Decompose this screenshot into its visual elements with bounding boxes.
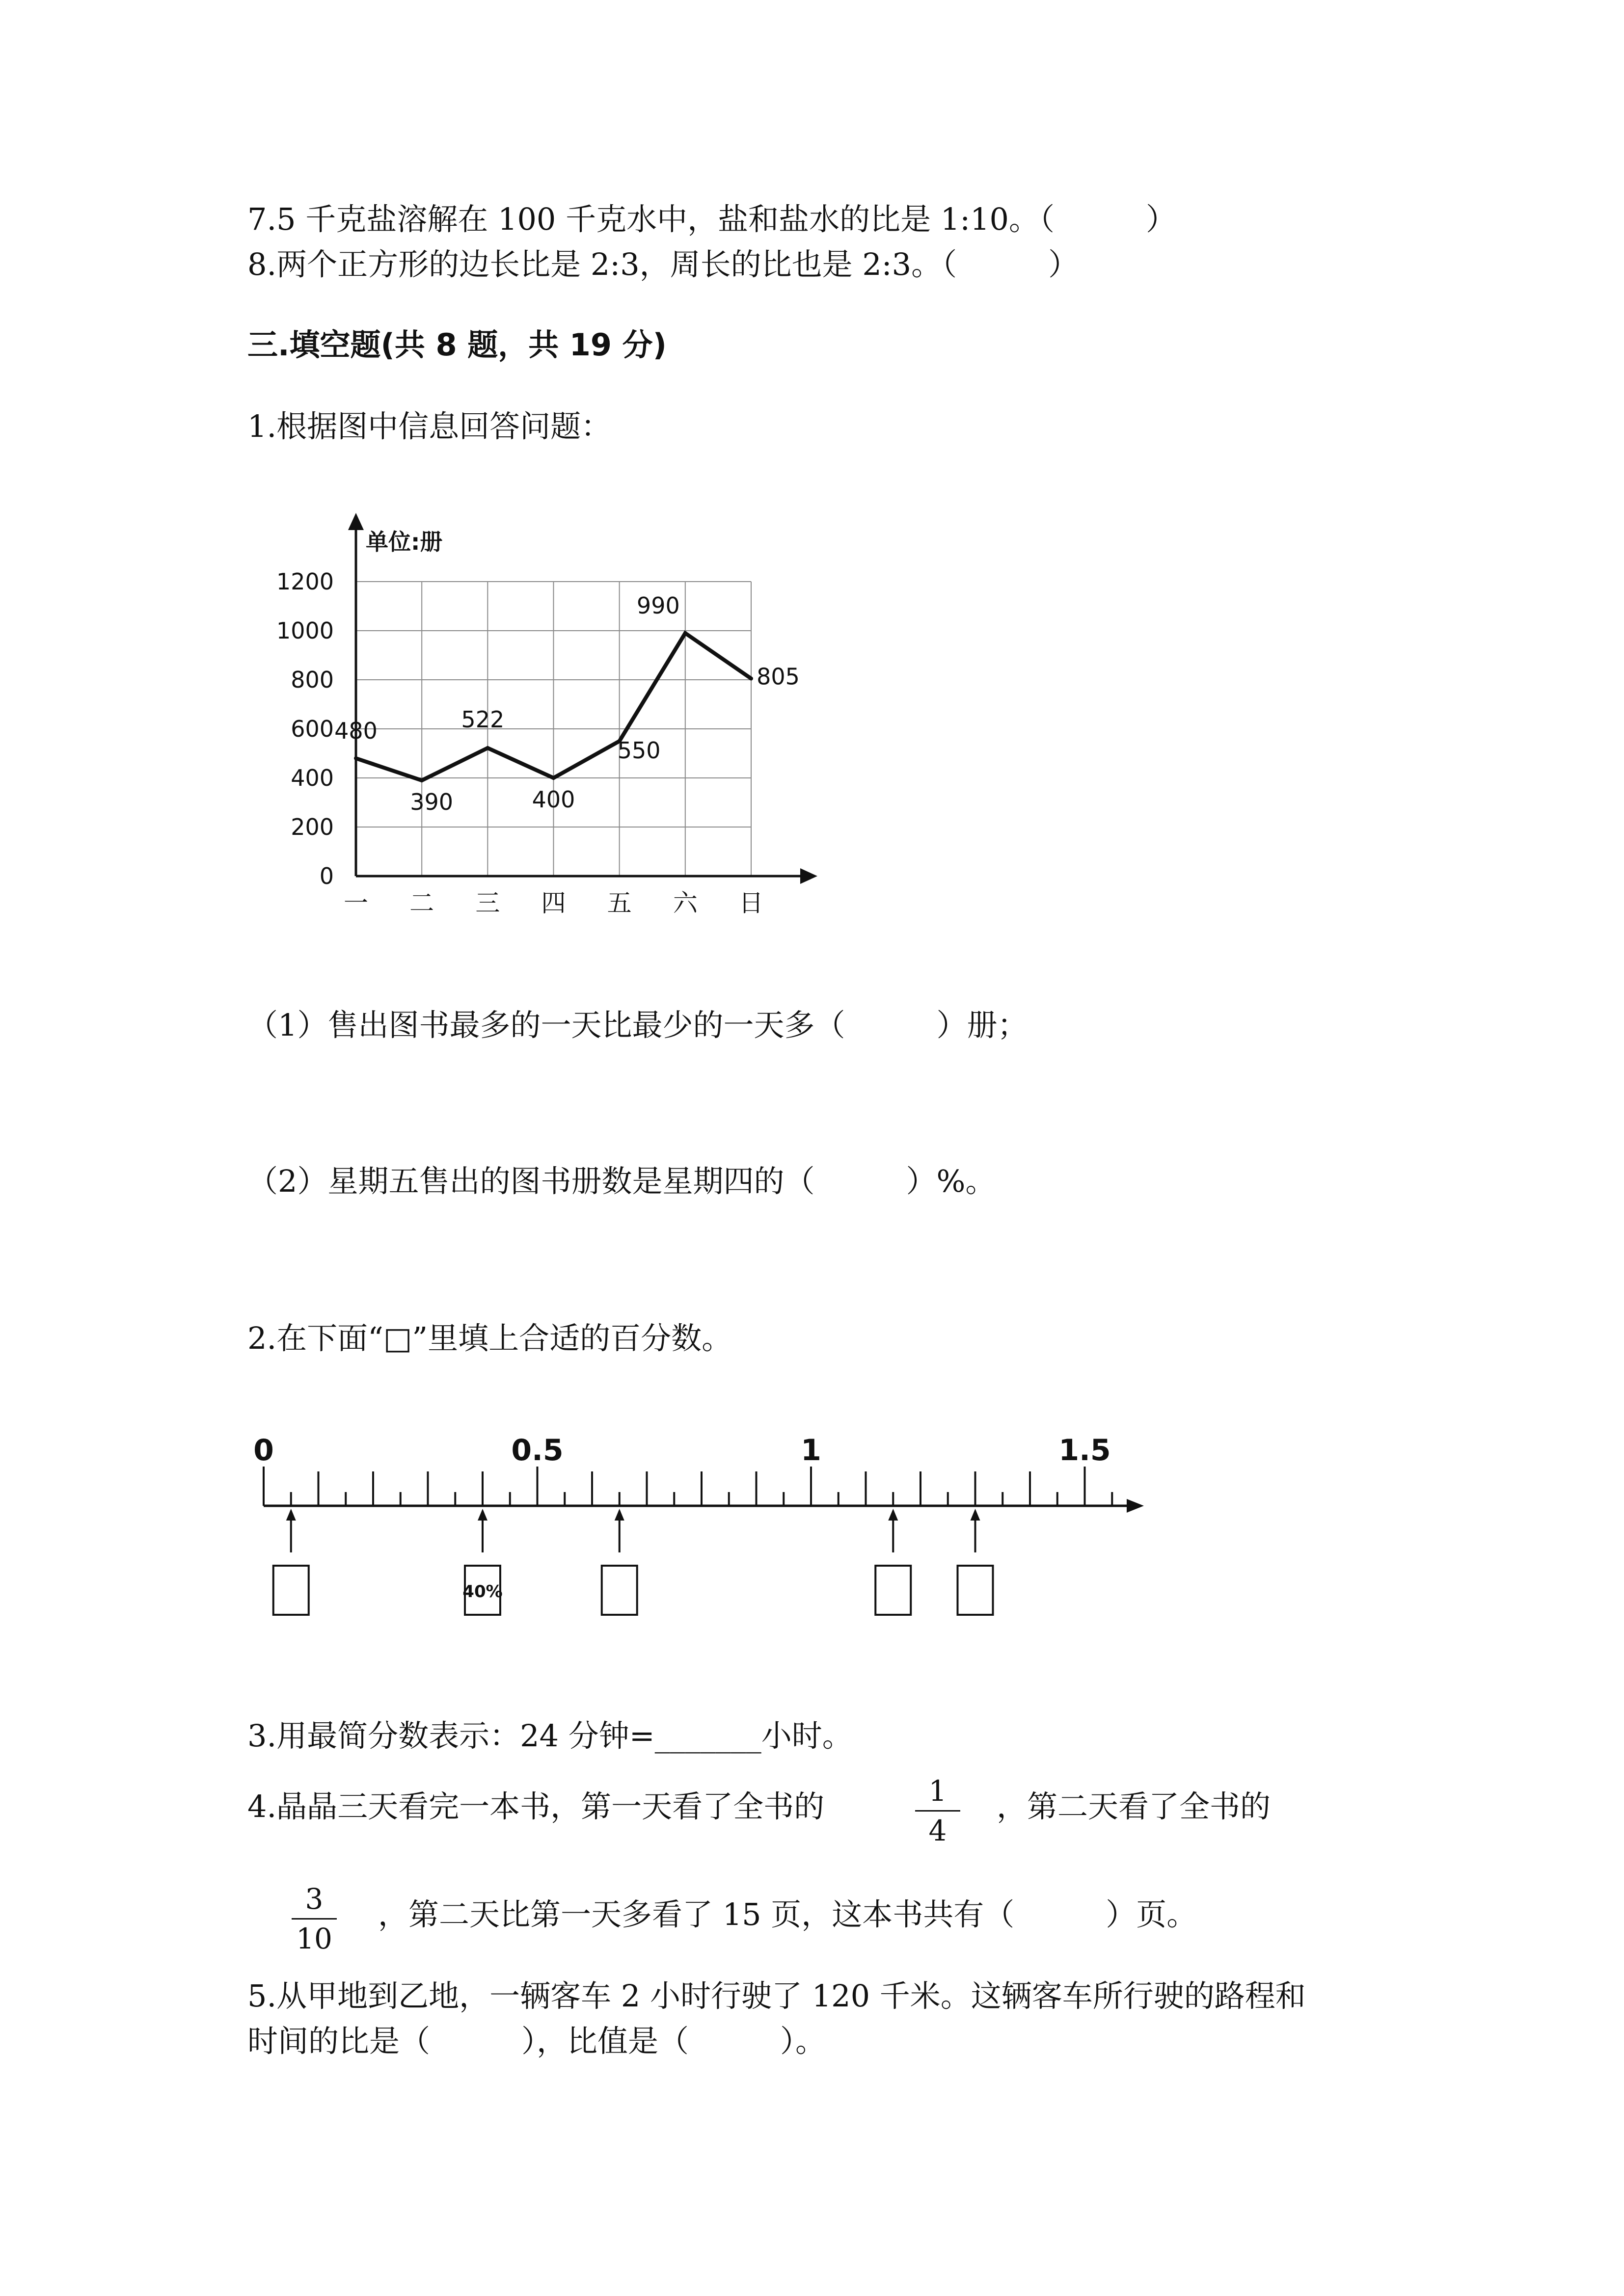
y-tick-label: 200 bbox=[291, 814, 334, 840]
y-tick-label: 1200 bbox=[276, 568, 334, 595]
y-tick-label: 1000 bbox=[276, 617, 334, 644]
x-axis-arrow bbox=[800, 868, 817, 884]
x-tick-label: 二 bbox=[409, 889, 434, 917]
fraction-one-quarter bbox=[908, 1774, 967, 1847]
data-label: 550 bbox=[617, 737, 661, 764]
section-title: 三.填空题(共 8 题，共 19 分) bbox=[247, 327, 667, 363]
number-line-label: 0 bbox=[253, 1433, 274, 1468]
pointer-arrow-head bbox=[615, 1509, 624, 1521]
data-point bbox=[486, 746, 489, 750]
number-line-label: 0.5 bbox=[511, 1433, 564, 1468]
answer-box-value: 40% bbox=[462, 1582, 503, 1602]
y-tick-label: 800 bbox=[291, 667, 334, 693]
x-tick-label: 六 bbox=[673, 889, 698, 917]
number-line bbox=[245, 1423, 1159, 1629]
fraction-numerator: 3 bbox=[305, 1882, 324, 1916]
pointer-arrow-head bbox=[888, 1509, 898, 1521]
fraction-three-tenths bbox=[285, 1882, 344, 1955]
pointer-arrow-head bbox=[971, 1509, 980, 1521]
data-point bbox=[552, 776, 556, 780]
data-point bbox=[420, 778, 424, 782]
question-3: 3.用最简分数表示：24 分钟=_______小时。 bbox=[247, 1718, 853, 1754]
question-4-part-3: ，第二天比第一天多看了 15 页，这本书共有（ ）页。 bbox=[378, 1896, 1197, 1932]
y-tick-label: 400 bbox=[291, 765, 334, 791]
x-tick-label: 四 bbox=[541, 889, 566, 917]
question-7: 7.5 千克盐溶解在 100 千克水中，盐和盐水的比是 1:10。（ ） bbox=[247, 201, 1176, 237]
question-5-line-1: 5.从甲地到乙地，一辆客车 2 小时行驶了 120 千米。这辆客车所行驶的路程和 bbox=[247, 1978, 1306, 2014]
question-2-stem: 2.在下面“□”里填上合适的百分数。 bbox=[247, 1320, 732, 1356]
question-8: 8.两个正方形的边长比是 2:3，周长的比也是 2:3。（ ） bbox=[247, 246, 1079, 282]
data-point bbox=[749, 677, 753, 681]
pointer-arrow-head bbox=[286, 1509, 296, 1521]
number-line-arrowhead bbox=[1127, 1499, 1144, 1513]
fraction-denominator: 10 bbox=[296, 1922, 332, 1955]
answer-box[interactable] bbox=[958, 1566, 993, 1615]
y-tick-label: 600 bbox=[291, 716, 334, 742]
answer-box[interactable] bbox=[273, 1566, 309, 1615]
data-label: 522 bbox=[461, 706, 505, 733]
question-4-part-1: 4.晶晶三天看完一本书，第一天看了全书的 bbox=[247, 1789, 825, 1824]
answer-box[interactable] bbox=[602, 1566, 637, 1615]
pointer-arrow-head bbox=[478, 1509, 487, 1521]
y-tick-label: 0 bbox=[319, 863, 334, 889]
data-label: 805 bbox=[757, 663, 800, 690]
number-line-label: 1.5 bbox=[1058, 1433, 1111, 1468]
x-tick-label: 三 bbox=[475, 889, 500, 917]
fraction-numerator: 1 bbox=[928, 1774, 947, 1808]
data-label: 480 bbox=[334, 718, 378, 744]
fraction-denominator: 4 bbox=[928, 1814, 947, 1847]
data-point bbox=[354, 756, 358, 760]
x-tick-label: 日 bbox=[739, 889, 763, 917]
data-label: 990 bbox=[636, 592, 680, 619]
question-5-line-2: 时间的比是（ ），比值是（ ）。 bbox=[247, 2023, 826, 2059]
question-1-part-1: （1）售出图书最多的一天比最少的一天多（ ）册； bbox=[247, 1007, 1028, 1043]
question-4-part-2: ，第二天看了全书的 bbox=[997, 1789, 1271, 1824]
question-1-part-2: （2）星期五售出的图书册数是星期四的（ ）%。 bbox=[247, 1163, 996, 1199]
answer-box[interactable] bbox=[875, 1566, 911, 1615]
line-chart bbox=[265, 510, 854, 933]
unit-label: 单位:册 bbox=[366, 529, 443, 555]
data-point bbox=[683, 631, 687, 635]
y-axis-arrow bbox=[348, 513, 364, 530]
x-tick-label: 五 bbox=[607, 889, 632, 917]
data-label: 400 bbox=[532, 786, 575, 813]
x-tick-label: 一 bbox=[344, 889, 368, 917]
data-label: 390 bbox=[410, 789, 454, 815]
question-1-stem: 1.根据图中信息回答问题： bbox=[247, 408, 612, 444]
number-line-label: 1 bbox=[801, 1433, 821, 1468]
